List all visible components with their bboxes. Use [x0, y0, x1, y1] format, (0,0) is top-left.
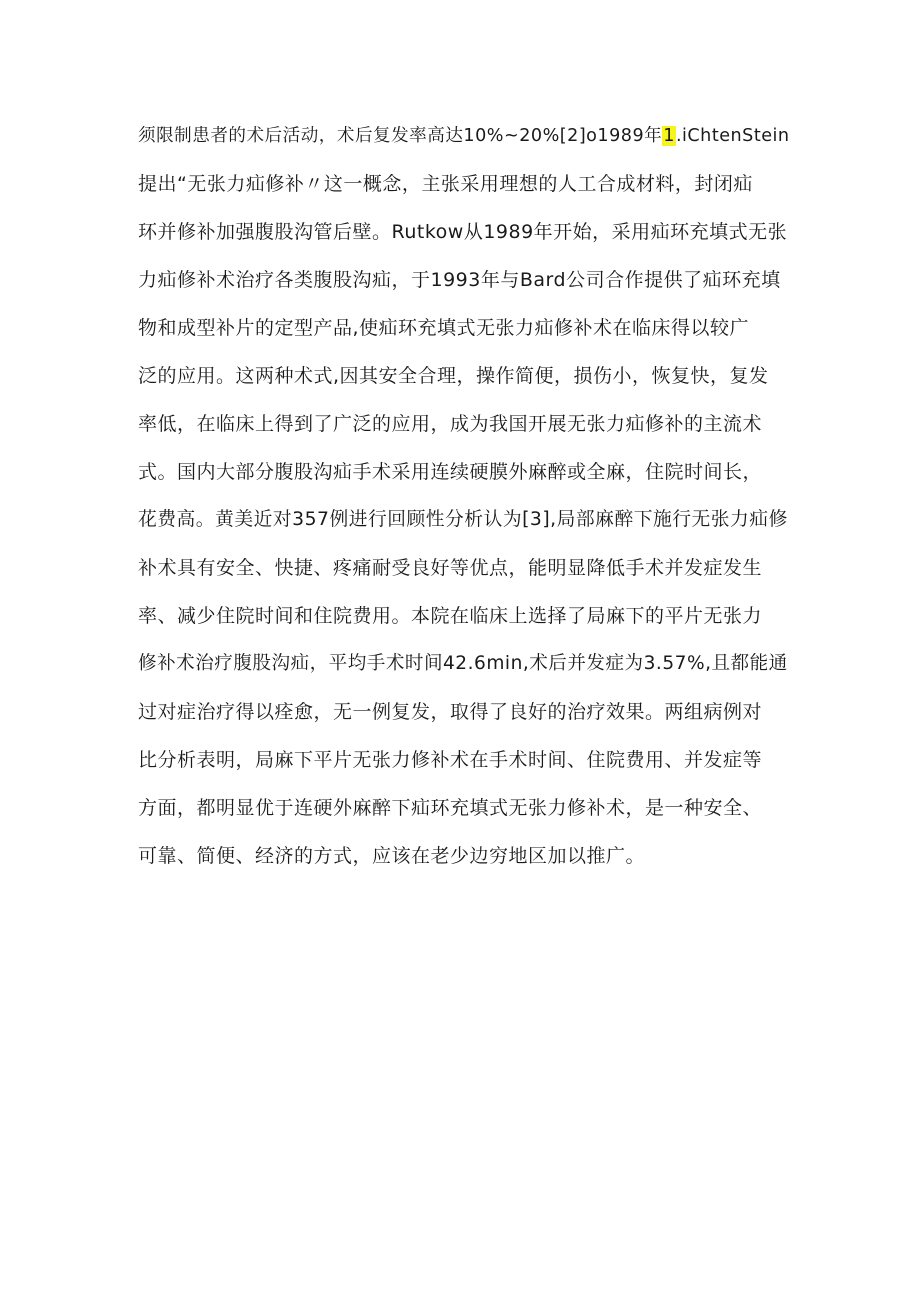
text-line-16: 可靠、简便、经济的方式，应该在老少边穷地区加以推广。	[138, 845, 646, 867]
body-paragraph	[138, 112, 788, 880]
text-line-12: 修补术治疗腹股沟疝，平均手术时间42.6min,术后并发症为3.57%,且都能通	[138, 653, 788, 674]
text-line-9: 花费高。黄美近对357例进行回顾性分析认为[3],局部麻醉下施行无张力疝修	[138, 509, 788, 530]
line-tail: .iChtenStein	[675, 126, 790, 146]
text-line-1	[138, 112, 788, 160]
text-line-14: 比分析表明，局麻下平片无张力修补术在手术时间、住院费用、并发症等	[138, 749, 763, 771]
line-text: 须限制患者的术后活动，术后复发率高达10%~20%[2]o1989年	[138, 126, 663, 146]
text-line-7: 率低，在临床上得到了广泛的应用，成为我国开展无张力疝修补的主流术	[138, 413, 763, 435]
text-line-15: 方面，都明显优于连硬外麻醉下疝环充填式无张力修补术，是一种安全、	[138, 797, 763, 819]
text-line-3: 环并修补加强腹股沟管后壁。Rutkow从1989年开始，采用疝环充填式无张	[138, 221, 788, 243]
text-line-13: 过对症治疗得以痊愈，无一例复发，取得了良好的治疗效果。两组病例对	[138, 701, 763, 723]
text-line-10: 补术具有安全、快捷、疼痛耐受良好等优点，能明显降低手术并发症发生	[138, 557, 763, 579]
text-line-4: 力疝修补术治疗各类腹股沟疝，于1993年与Bard公司合作提供了疝环充填	[138, 269, 781, 291]
text-line-6: 泛的应用。这两种术式,因其安全合理，操作简便，损伤小，恢复快，复发	[138, 365, 769, 387]
text-line-5: 物和成型补片的定型产品,使疝环充填式无张力疝修补术在临床得以较广	[138, 317, 750, 339]
text-line-2: 提出“无张力疝修补〃这一概念，主张采用理想的人工合成材料，封闭疝	[138, 173, 753, 195]
highlighted-text: 1	[663, 126, 675, 146]
text-line-11: 率、减少住院时间和住院费用。本院在临床上选择了局麻下的平片无张力	[138, 605, 763, 627]
text-line-8: 式。国内大部分腹股沟疝手术采用连续硬膜外麻醉或全麻，住院时间长，	[138, 461, 763, 483]
